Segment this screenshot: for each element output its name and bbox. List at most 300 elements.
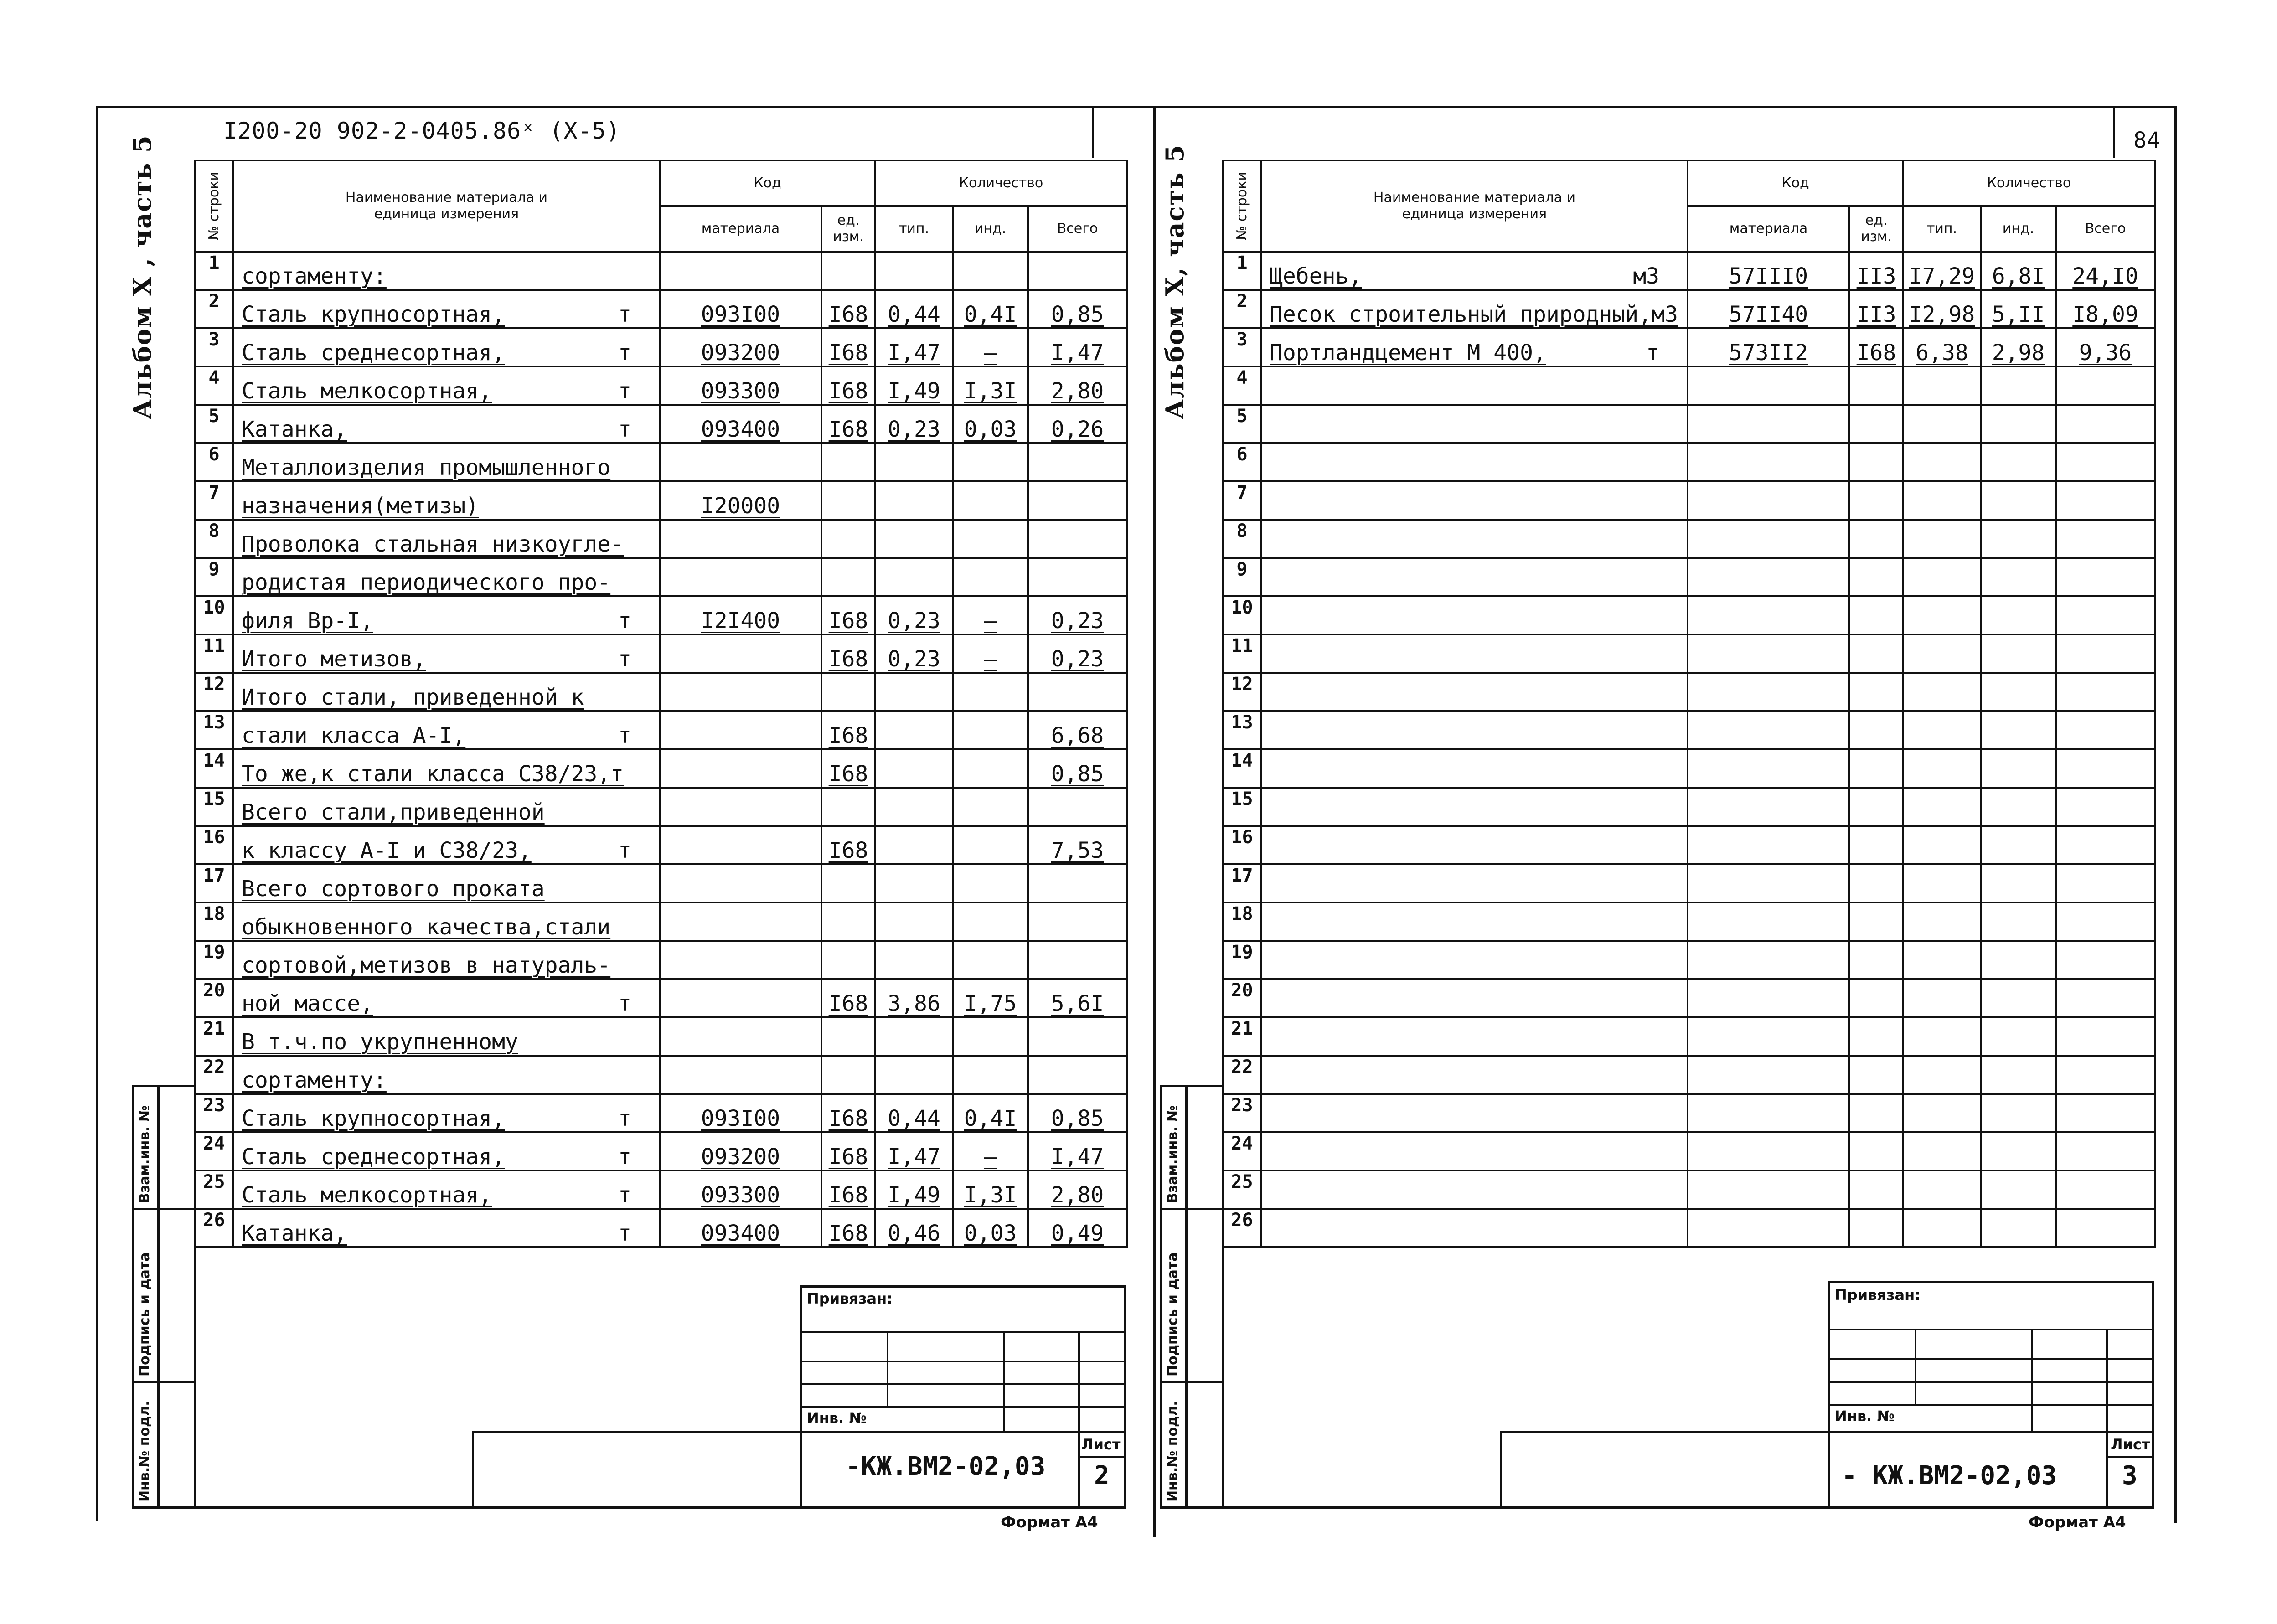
qty-ind: 5,II — [1981, 290, 2056, 328]
qty-ind — [1981, 711, 2056, 749]
qty-typ — [1903, 941, 1981, 979]
strip-label-inv-podl: Инв.№ подл. — [1165, 1401, 1181, 1502]
qty-ind — [953, 788, 1028, 826]
material-unit: т — [618, 1144, 631, 1170]
material-code — [660, 558, 821, 596]
material-code — [660, 634, 821, 673]
material-name — [233, 328, 660, 366]
material-name-text: Итого стали, приведенной к — [242, 685, 584, 710]
material-code — [1688, 864, 1849, 902]
qty-ind — [1981, 979, 2056, 1017]
material-name — [233, 558, 660, 596]
material-name — [233, 405, 660, 443]
unit-code — [1849, 864, 1903, 902]
table-row — [1223, 596, 2155, 634]
row-number: 9 — [195, 558, 233, 596]
qty-typ — [875, 1056, 953, 1094]
qty-ind — [1981, 558, 2056, 596]
material-name — [1261, 941, 1688, 979]
material-code — [1688, 902, 1849, 941]
unit-code: I68 — [821, 826, 875, 864]
unit-code — [1849, 366, 1903, 405]
header-qty-total: Всего — [1028, 206, 1127, 252]
header-qty-total: Всего — [2056, 206, 2155, 252]
material-unit: т — [618, 1106, 631, 1131]
qty-typ — [1903, 520, 1981, 558]
material-name — [1261, 634, 1688, 673]
unit-code — [1849, 1017, 1903, 1056]
table-row — [195, 558, 1127, 596]
qty-ind: 0,03 — [953, 405, 1028, 443]
material-name — [1261, 328, 1688, 366]
table-row — [1223, 979, 2155, 1017]
unit-code — [821, 481, 875, 520]
unit-code: I68 — [821, 405, 875, 443]
qty-total — [2056, 788, 2155, 826]
material-name — [233, 366, 660, 405]
row-number: 14 — [195, 749, 233, 788]
material-name-text: Итого метизов, — [242, 646, 426, 672]
table-row — [195, 826, 1127, 864]
row-number: 7 — [1223, 481, 1261, 520]
material-name-text: Сталь мелкосортная, — [242, 1182, 492, 1208]
row-number: 16 — [1223, 826, 1261, 864]
header-code: Код — [660, 160, 875, 206]
unit-code: I68 — [821, 1132, 875, 1170]
qty-ind — [953, 252, 1028, 290]
material-code: 093300 — [660, 366, 821, 405]
material-name — [233, 1209, 660, 1247]
qty-ind — [1981, 1017, 2056, 1056]
material-unit: т — [618, 646, 631, 672]
row-number: 15 — [195, 788, 233, 826]
strip-divider-v — [1185, 1085, 1188, 1509]
material-code — [1688, 443, 1849, 481]
material-code — [660, 979, 821, 1017]
qty-typ — [1903, 1017, 1981, 1056]
header-code-material: материала — [1688, 206, 1849, 252]
stamp-line — [472, 1431, 1126, 1433]
qty-typ — [1903, 634, 1981, 673]
table-row — [1223, 252, 2155, 290]
unit-code — [1849, 788, 1903, 826]
material-name — [1261, 596, 1688, 634]
stamp-line — [2106, 1329, 2108, 1509]
header-qty-typ: тип. — [875, 206, 953, 252]
material-name — [1261, 1056, 1688, 1094]
material-code — [660, 673, 821, 711]
material-unit: т — [618, 340, 631, 366]
stamp-line — [1003, 1331, 1005, 1433]
material-code — [1688, 520, 1849, 558]
table-row — [1223, 290, 2155, 328]
header-code-unit: ед. изм. — [1849, 206, 1903, 252]
table-row — [1223, 443, 2155, 481]
unit-code: I68 — [821, 1170, 875, 1209]
qty-typ — [1903, 673, 1981, 711]
qty-total — [2056, 1056, 2155, 1094]
qty-ind: – — [953, 596, 1028, 634]
qty-typ — [1903, 711, 1981, 749]
qty-total — [2056, 1017, 2155, 1056]
material-name — [233, 1132, 660, 1170]
qty-total — [1028, 481, 1127, 520]
row-number: 19 — [195, 941, 233, 979]
material-name — [233, 1056, 660, 1094]
header-qty-ind: инд. — [953, 206, 1028, 252]
material-code — [660, 749, 821, 788]
qty-ind — [953, 902, 1028, 941]
qty-ind — [1981, 596, 2056, 634]
qty-ind — [1981, 481, 2056, 520]
qty-typ — [1903, 1170, 1981, 1209]
qty-ind — [1981, 864, 2056, 902]
material-code — [1688, 558, 1849, 596]
qty-ind — [953, 711, 1028, 749]
material-name — [1261, 252, 1688, 290]
materials-table-left — [194, 160, 1128, 1248]
material-name — [233, 941, 660, 979]
qty-total: 7,53 — [1028, 826, 1127, 864]
qty-total: I8,09 — [2056, 290, 2155, 328]
qty-typ — [1903, 1094, 1981, 1132]
material-unit: т — [618, 302, 631, 327]
row-number: 12 — [195, 673, 233, 711]
material-code — [1688, 1056, 1849, 1094]
unit-code — [1849, 520, 1903, 558]
material-code — [1688, 979, 1849, 1017]
unit-code: I68 — [821, 711, 875, 749]
material-code — [1688, 405, 1849, 443]
qty-total — [2056, 405, 2155, 443]
qty-ind: 2,98 — [1981, 328, 2056, 366]
material-name-text: сортаменту: — [242, 263, 387, 289]
unit-code — [1849, 634, 1903, 673]
material-code: 573II2 — [1688, 328, 1849, 366]
material-name — [1261, 443, 1688, 481]
row-number: 20 — [1223, 979, 1261, 1017]
material-code: I2I400 — [660, 596, 821, 634]
qty-total: I,47 — [1028, 1132, 1127, 1170]
header-material-name: Наименование материала и единица измерения — [233, 160, 660, 252]
table-row — [195, 1132, 1127, 1170]
table-row — [1223, 788, 2155, 826]
qty-total — [2056, 826, 2155, 864]
header-quantity: Количество — [1903, 160, 2155, 206]
qty-ind — [1981, 749, 2056, 788]
material-name — [233, 711, 660, 749]
row-number: 25 — [1223, 1170, 1261, 1209]
row-number: 15 — [1223, 788, 1261, 826]
material-name — [1261, 979, 1688, 1017]
row-number: 3 — [1223, 328, 1261, 366]
table-row — [1223, 1209, 2155, 1247]
qty-typ — [1903, 902, 1981, 941]
qty-typ — [875, 788, 953, 826]
unit-code: I68 — [821, 1094, 875, 1132]
qty-ind — [1981, 443, 2056, 481]
qty-typ: 0,23 — [875, 405, 953, 443]
qty-ind: 0,4I — [953, 1094, 1028, 1132]
material-name-text: стали класса А-I, — [242, 723, 466, 748]
table-row — [1223, 328, 2155, 366]
qty-typ — [875, 864, 953, 902]
row-number: 24 — [1223, 1132, 1261, 1170]
table-row — [195, 1017, 1127, 1056]
unit-code — [821, 902, 875, 941]
material-name-text: ной массе, — [242, 991, 373, 1016]
stamp-line — [1828, 1404, 2154, 1406]
material-code — [660, 711, 821, 749]
unit-code — [821, 443, 875, 481]
material-code — [1688, 634, 1849, 673]
row-number: 2 — [1223, 290, 1261, 328]
material-code — [660, 864, 821, 902]
unit-code — [1849, 941, 1903, 979]
row-number: 14 — [1223, 749, 1261, 788]
material-code — [660, 1056, 821, 1094]
unit-code — [1849, 1094, 1903, 1132]
qty-typ — [1903, 1056, 1981, 1094]
qty-total: 24,I0 — [2056, 252, 2155, 290]
qty-typ — [1903, 1209, 1981, 1247]
material-name-text: Щебень, — [1270, 263, 1362, 289]
sheet-label-right: Лист — [2111, 1436, 2150, 1453]
table-row — [195, 520, 1127, 558]
table-row — [195, 673, 1127, 711]
qty-ind — [1981, 366, 2056, 405]
unit-code — [821, 864, 875, 902]
qty-typ: 0,23 — [875, 596, 953, 634]
strip-divider-1 — [132, 1208, 196, 1210]
qty-total — [2056, 864, 2155, 902]
qty-ind: I,3I — [953, 366, 1028, 405]
left-frame-vertical — [96, 106, 98, 1521]
unit-code: I68 — [821, 634, 875, 673]
unit-code: II3 — [1849, 252, 1903, 290]
unit-code — [1849, 749, 1903, 788]
qty-typ: 0,23 — [875, 634, 953, 673]
qty-total — [1028, 902, 1127, 941]
table-row — [1223, 481, 2155, 520]
qty-total — [1028, 673, 1127, 711]
table-row — [195, 749, 1127, 788]
album-title-left: Альбом Х , часть 5 — [128, 134, 157, 419]
material-name-text: сортаменту: — [242, 1067, 387, 1093]
row-number: 10 — [195, 596, 233, 634]
row-number: 8 — [1223, 520, 1261, 558]
material-code — [1688, 711, 1849, 749]
right-frame-right — [2174, 106, 2177, 1523]
material-name — [233, 1170, 660, 1209]
material-name — [233, 788, 660, 826]
stamp-line — [2106, 1456, 2154, 1458]
material-code — [660, 520, 821, 558]
qty-total: 9,36 — [2056, 328, 2155, 366]
material-code: 093400 — [660, 1209, 821, 1247]
material-code: 57III0 — [1688, 252, 1849, 290]
material-name-text: Сталь крупносортная, — [242, 302, 505, 327]
qty-typ: 0,44 — [875, 290, 953, 328]
qty-total — [2056, 481, 2155, 520]
album-title-right: Альбом Х, часть 5 — [1160, 144, 1189, 419]
material-code: 093I00 — [660, 290, 821, 328]
material-code — [1688, 788, 1849, 826]
header-row-number: № строки — [195, 160, 233, 252]
material-name-text: Портландцемент М 400, — [1270, 340, 1546, 366]
stamp-line — [887, 1331, 888, 1408]
qty-ind — [1981, 1056, 2056, 1094]
material-code — [1688, 1094, 1849, 1132]
qty-total — [1028, 788, 1127, 826]
qty-typ — [1903, 1132, 1981, 1170]
qty-typ: I,49 — [875, 1170, 953, 1209]
material-code — [1688, 749, 1849, 788]
material-name — [1261, 1017, 1688, 1056]
qty-total — [2056, 1094, 2155, 1132]
material-name — [233, 634, 660, 673]
qty-ind: – — [953, 1132, 1028, 1170]
qty-typ: I,47 — [875, 1132, 953, 1170]
qty-total — [1028, 941, 1127, 979]
unit-code — [1849, 1132, 1903, 1170]
material-name — [1261, 749, 1688, 788]
material-unit: т — [618, 1182, 631, 1208]
table-row — [195, 1056, 1127, 1094]
row-number: 18 — [1223, 902, 1261, 941]
qty-total: 0,23 — [1028, 596, 1127, 634]
material-name-text: Сталь среднесортная, — [242, 340, 505, 366]
table-row — [195, 788, 1127, 826]
table-row — [1223, 520, 2155, 558]
row-number: 9 — [1223, 558, 1261, 596]
qty-ind: 0,4I — [953, 290, 1028, 328]
material-code — [1688, 1209, 1849, 1247]
strip-label-vzam: Взам.инв. № — [1165, 1105, 1181, 1203]
stamp-bound-label: Привязан: — [807, 1290, 893, 1307]
qty-ind — [1981, 902, 2056, 941]
table-row — [195, 711, 1127, 749]
unit-code — [1849, 979, 1903, 1017]
row-number: 17 — [195, 864, 233, 902]
row-number: 11 — [195, 634, 233, 673]
table-row — [1223, 864, 2155, 902]
qty-total — [2056, 749, 2155, 788]
material-code — [660, 941, 821, 979]
qty-ind — [1981, 941, 2056, 979]
qty-ind: I,75 — [953, 979, 1028, 1017]
unit-code: II3 — [1849, 290, 1903, 328]
qty-typ — [875, 826, 953, 864]
material-name — [1261, 711, 1688, 749]
qty-total: 0,23 — [1028, 634, 1127, 673]
qty-ind — [1981, 1170, 2056, 1209]
table-row — [195, 1094, 1127, 1132]
qty-ind — [1981, 673, 2056, 711]
material-name-text: Всего сортового проката — [242, 876, 545, 902]
material-name — [233, 864, 660, 902]
table-row — [1223, 1094, 2155, 1132]
strip-divider-1 — [1160, 1208, 1224, 1210]
qty-ind: 6,8I — [1981, 252, 2056, 290]
unit-code: I68 — [821, 1209, 875, 1247]
qty-total — [2056, 520, 2155, 558]
qty-typ — [875, 941, 953, 979]
qty-ind — [1981, 405, 2056, 443]
material-name-text: Проволока стальная низкоугле- — [242, 531, 624, 557]
unit-code — [1849, 1209, 1903, 1247]
qty-total — [2056, 596, 2155, 634]
stamp-line — [1828, 1381, 2154, 1383]
row-number: 23 — [195, 1094, 233, 1132]
row-number: 2 — [195, 290, 233, 328]
material-code: 57II40 — [1688, 290, 1849, 328]
material-name — [1261, 1094, 1688, 1132]
header-code: Код — [1688, 160, 1903, 206]
unit-code: I68 — [821, 290, 875, 328]
row-number: 22 — [195, 1056, 233, 1094]
unit-code — [821, 673, 875, 711]
material-name — [233, 826, 660, 864]
qty-ind — [953, 749, 1028, 788]
stamp-line — [1828, 1358, 2154, 1360]
qty-typ — [875, 711, 953, 749]
unit-code: I68 — [821, 749, 875, 788]
row-number: 11 — [1223, 634, 1261, 673]
row-number: 5 — [1223, 405, 1261, 443]
material-code — [660, 252, 821, 290]
strip-label-vzam: Взам.инв. № — [137, 1105, 153, 1203]
qty-ind — [1981, 1132, 2056, 1170]
qty-ind — [953, 1017, 1028, 1056]
table-row — [195, 1209, 1127, 1247]
qty-typ: I2,98 — [1903, 290, 1981, 328]
material-name — [233, 902, 660, 941]
stamp-inv-label: Инв. № — [1835, 1407, 1895, 1425]
unit-code — [821, 558, 875, 596]
qty-ind: – — [953, 634, 1028, 673]
qty-total — [2056, 443, 2155, 481]
stamp-line — [1500, 1431, 2154, 1433]
document-reference: I200-20 902-2-0405.86ˣ (X-5) — [223, 118, 620, 144]
stamp-bound-label: Привязан: — [1835, 1286, 1921, 1304]
drawing-code-left: -КЖ.ВМ2-02,03 — [846, 1452, 1046, 1481]
material-name — [233, 443, 660, 481]
qty-total — [2056, 711, 2155, 749]
table-row — [1223, 941, 2155, 979]
material-code — [660, 1017, 821, 1056]
table-row — [1223, 826, 2155, 864]
table-row — [1223, 749, 2155, 788]
qty-ind — [953, 941, 1028, 979]
qty-ind: – — [953, 328, 1028, 366]
material-name-text: Сталь крупносортная, — [242, 1106, 505, 1131]
material-code — [660, 902, 821, 941]
unit-code: I68 — [1849, 328, 1903, 366]
material-name-text: сортовой,метизов в натураль- — [242, 953, 611, 978]
row-number: 19 — [1223, 941, 1261, 979]
row-number: 18 — [195, 902, 233, 941]
qty-total — [1028, 1017, 1127, 1056]
table-row — [195, 443, 1127, 481]
top-rule-right — [1156, 106, 2177, 108]
qty-typ — [1903, 788, 1981, 826]
material-code: 093I00 — [660, 1094, 821, 1132]
table-row — [195, 941, 1127, 979]
qty-total: I,47 — [1028, 328, 1127, 366]
table-row — [195, 481, 1127, 520]
qty-typ — [875, 749, 953, 788]
